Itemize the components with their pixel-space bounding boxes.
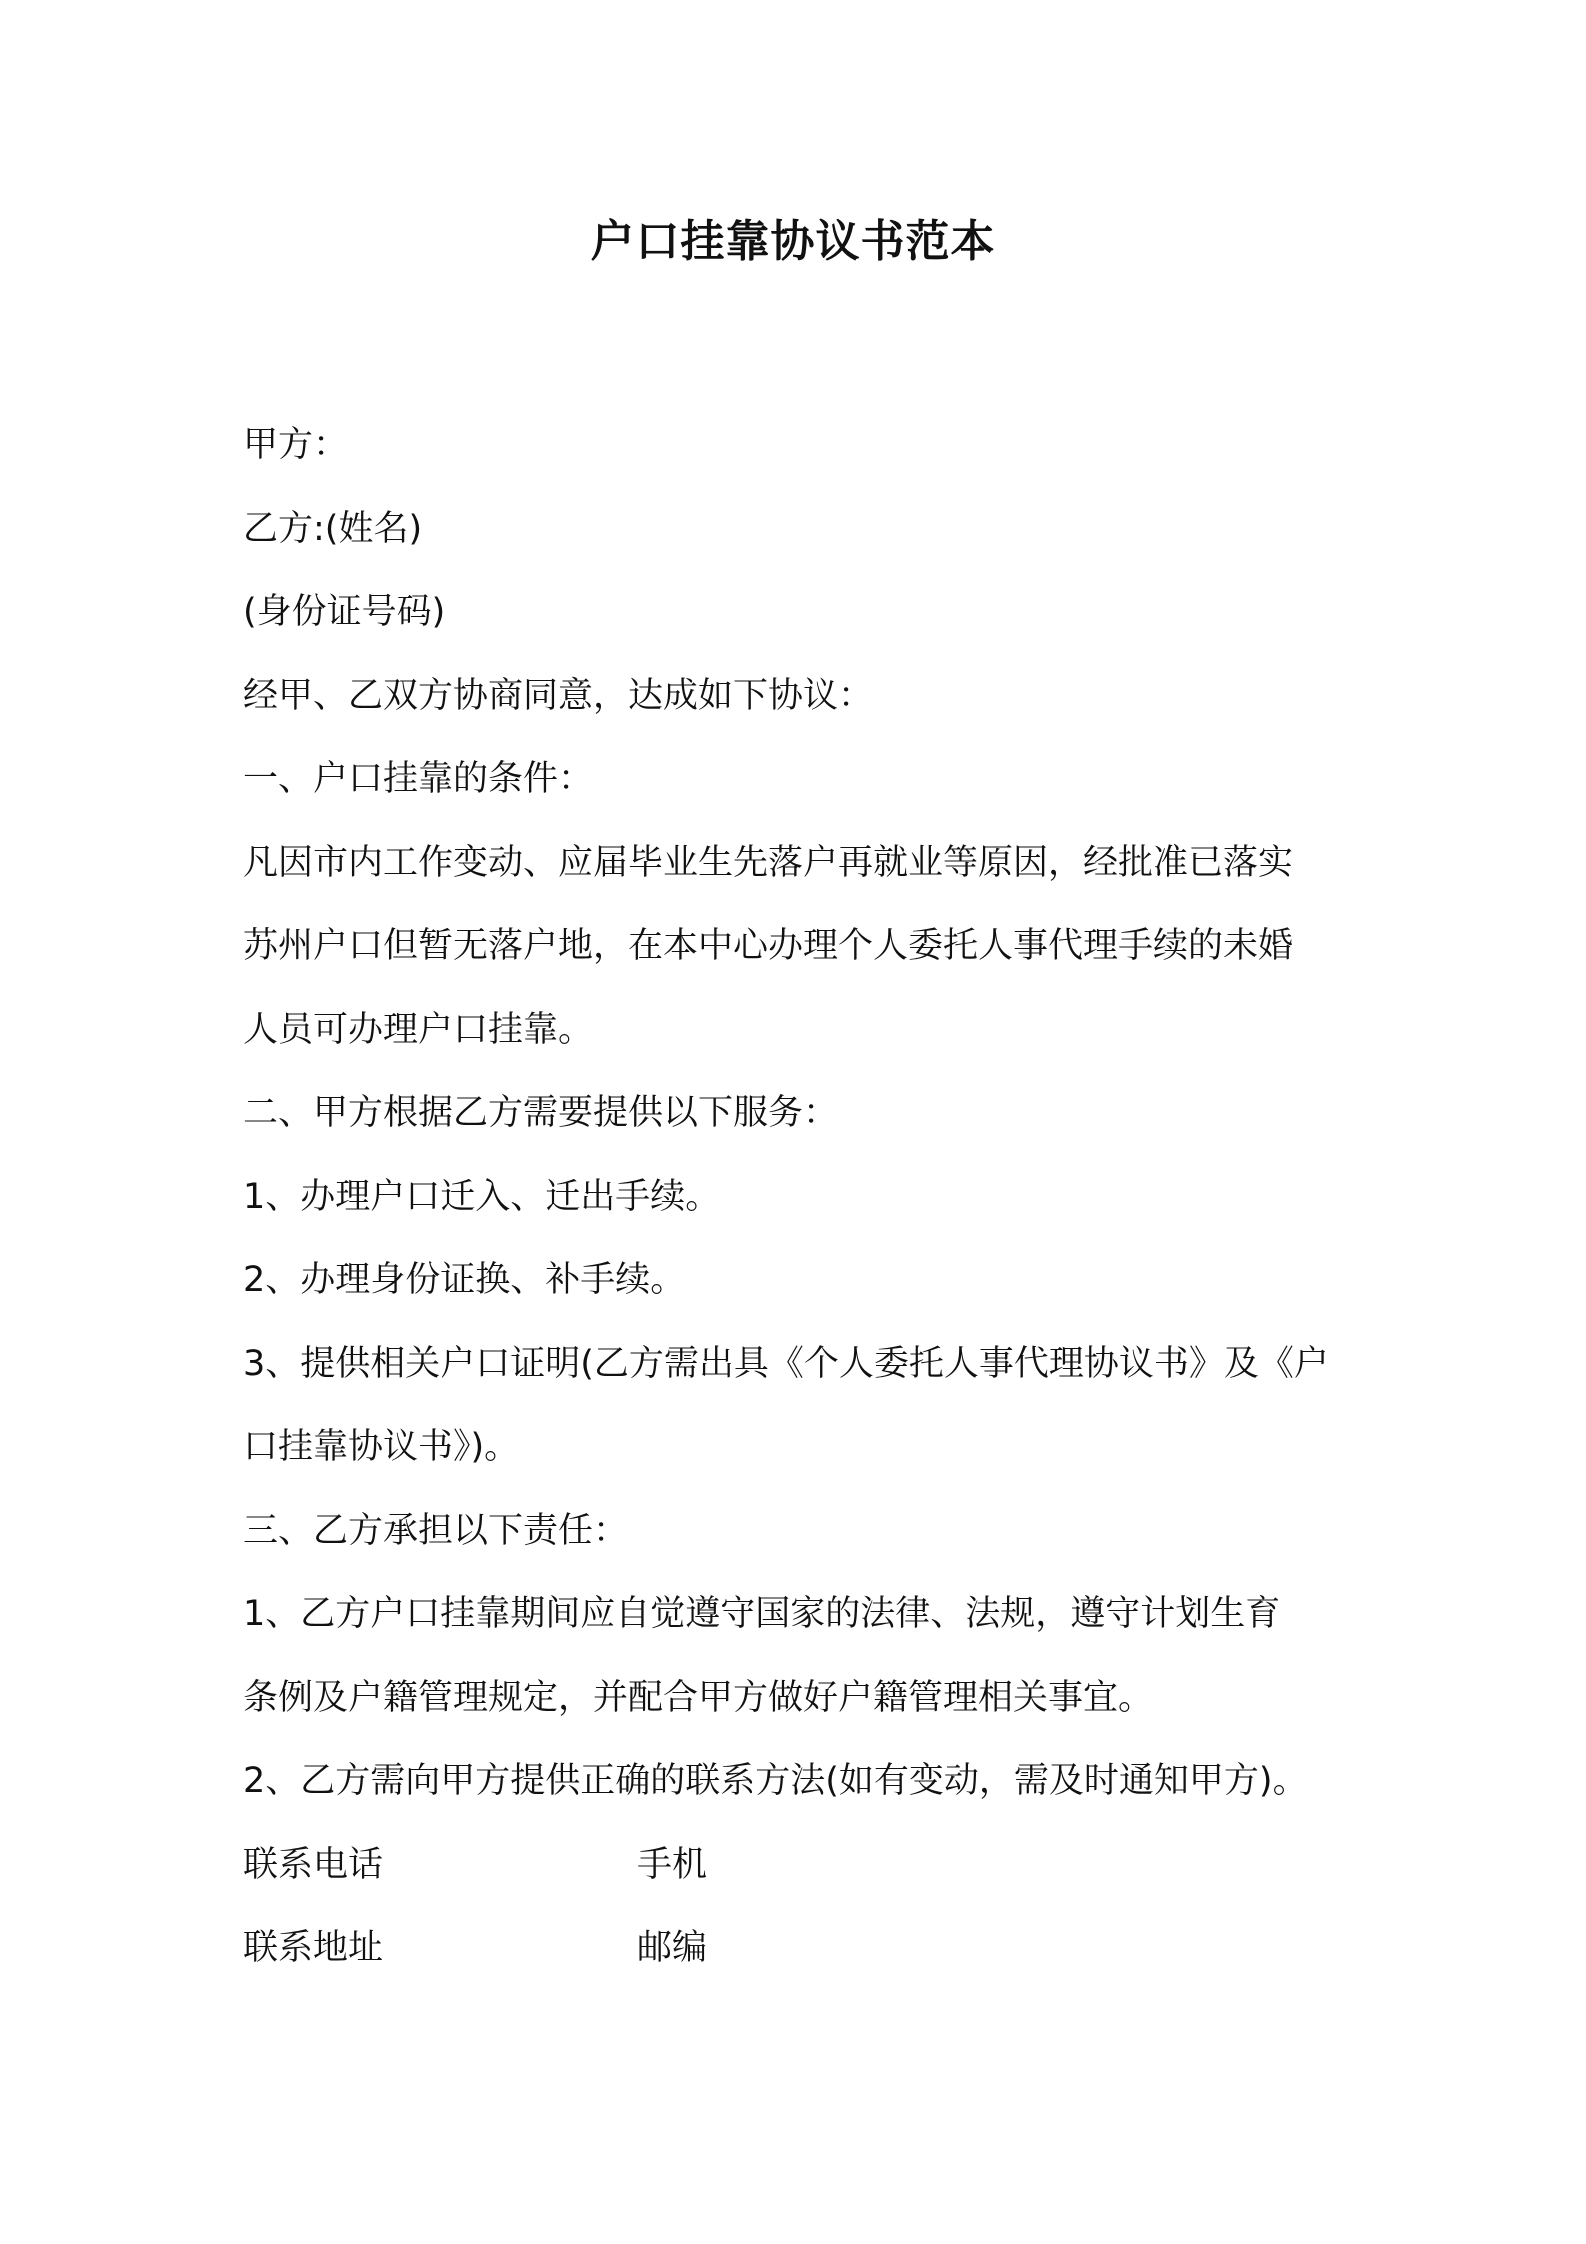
responsibility-1-line-1: 1、乙方户口挂靠期间应自觉遵守国家的法律、法规，遵守计划生育 xyxy=(243,1594,1281,1634)
contact-row-address xyxy=(243,1907,1378,1991)
responsibility-2: 2、乙方需向甲方提供正确的联系方法(如有变动，需及时通知甲方)。 xyxy=(243,1761,1308,1801)
section-1-text-line-1: 凡因市内工作变动、应届毕业生先落户再就业等原因，经批准已落实 xyxy=(243,842,1294,883)
service-item-1: 1、办理户口迁入、迁出手续。 xyxy=(243,1176,721,1217)
service-item-3-line-2: 口挂靠协议书》)。 xyxy=(243,1427,520,1467)
responsibility-1-line-2: 条例及户籍管理规定，并配合甲方做好户籍管理相关事宜。 xyxy=(243,1677,1154,1718)
party-b-id-line: (身份证号码) xyxy=(243,592,446,632)
section-1-text-line-2: 苏州户口但暂无落户地，在本中心办理个人委托人事代理手续的未婚 xyxy=(243,926,1294,966)
document-body xyxy=(243,404,1378,1991)
contact-phone-label: 联系电话 xyxy=(243,1844,384,1885)
contact-postcode-label: 邮编 xyxy=(637,1928,708,1968)
party-a-line: 甲方： xyxy=(243,425,349,465)
contact-address-label: 联系地址 xyxy=(243,1928,384,1968)
section-1-heading: 一、户口挂靠的条件： xyxy=(243,759,594,799)
section-1-text-line-3: 人员可办理户口挂靠。 xyxy=(243,1009,594,1050)
contact-row-phone xyxy=(243,1824,1378,1908)
service-item-3-line-1: 3、提供相关户口证明(乙方需出具《个人委托人事代理协议书》及《户 xyxy=(243,1343,1329,1384)
party-b-name-line: 乙方:(姓名) xyxy=(243,508,423,549)
contact-mobile-label: 手机 xyxy=(637,1844,708,1885)
document-title: 户口挂靠协议书范本 xyxy=(590,216,996,267)
agreement-intro: 经甲、乙双方协商同意，达成如下协议： xyxy=(243,675,874,716)
service-item-2: 2、办理身份证换、补手续。 xyxy=(243,1260,686,1300)
section-2-heading: 二、甲方根据乙方需要提供以下服务： xyxy=(243,1093,839,1133)
section-3-heading: 三、乙方承担以下责任： xyxy=(243,1510,629,1551)
